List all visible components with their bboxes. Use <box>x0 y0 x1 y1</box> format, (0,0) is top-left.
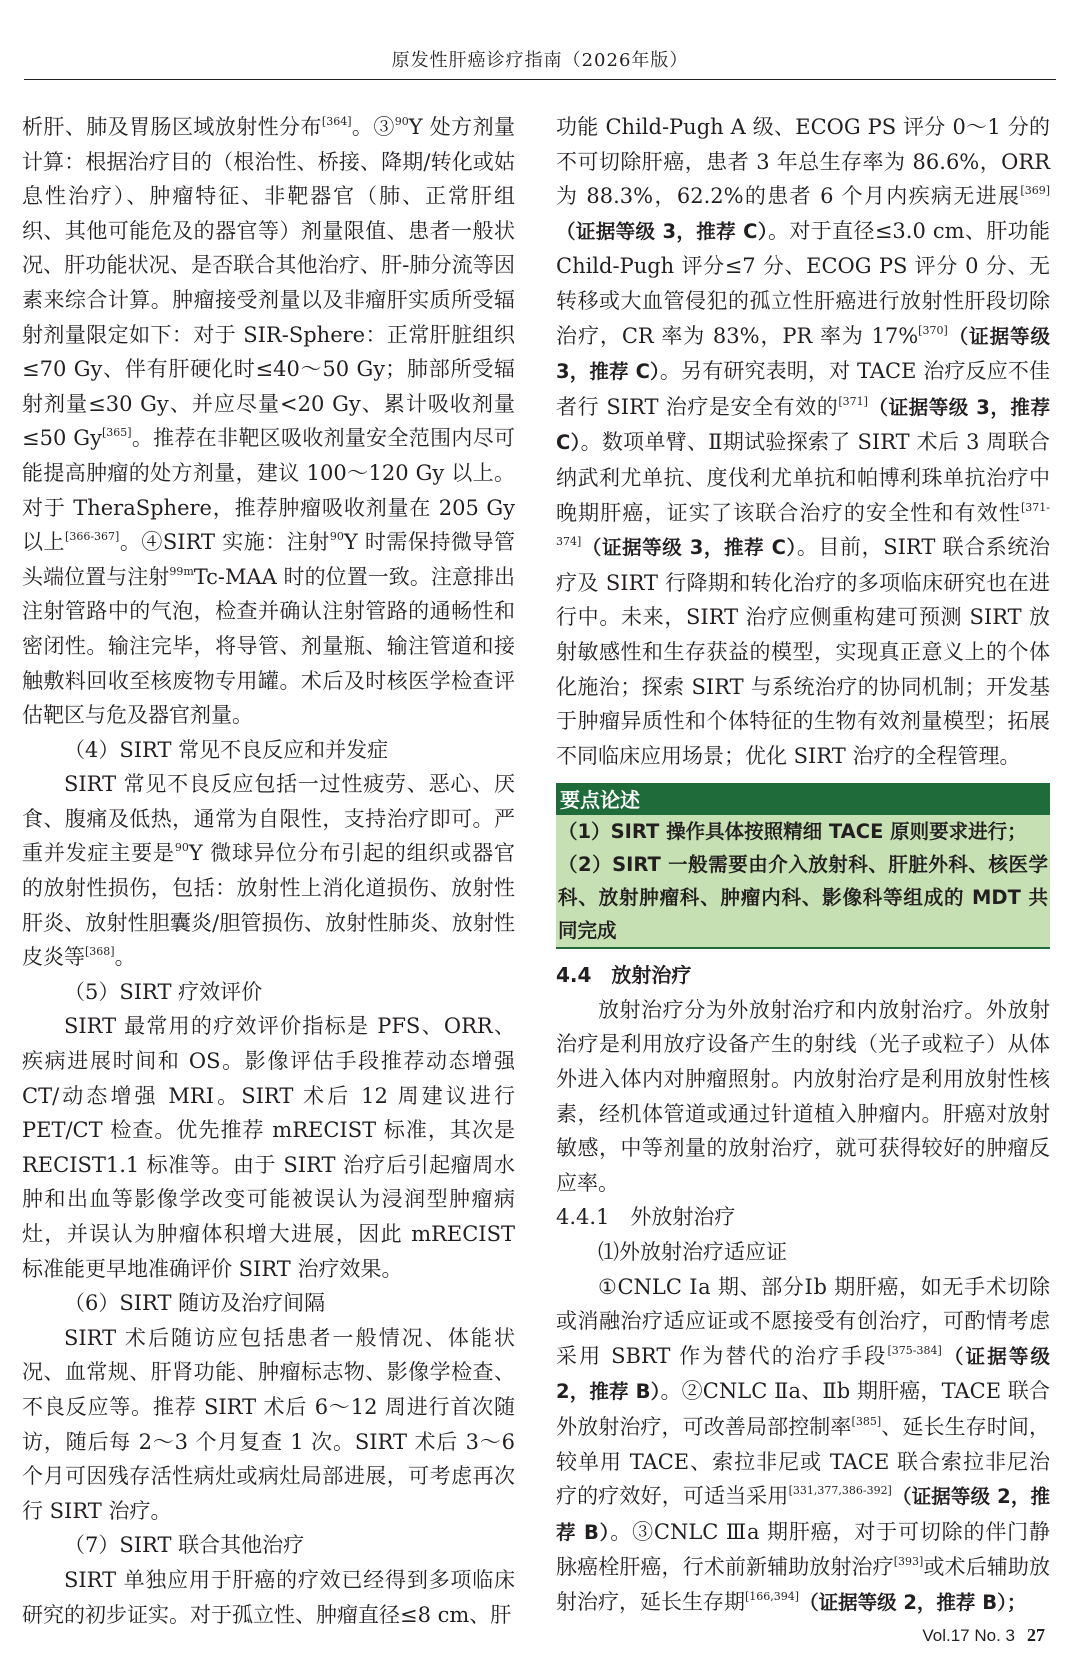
paragraph-followup: SIRT 术后随访应包括患者一般情况、体能状况、血常规、肝肾功能、肿瘤标志物、影像学检查、不良反应等。推荐 SIRT 术后 6～12 周进行首次随访，随后每 2～3 个月复查 1 次。SIRT 术后 3～6 个月可因残存活性病灶或病灶局部进展，可考虑再次行 SIRT 治疗。 <box>22 1325 515 1523</box>
citation-ref: [393] <box>893 1555 924 1569</box>
page-header <box>0 0 1080 82</box>
evidence-level: （证据等级 2，推荐 B） <box>556 1485 1051 1544</box>
text-run: 、延长生存时间，较单用 TACE、索拉非尼或 TACE 联合索拉非尼治疗的疗效好，可适当采用 <box>556 1415 1050 1509</box>
page-number: 27 <box>1027 1625 1045 1645</box>
text-run: 。推荐在非靶区吸收剂量安全范围内尽可能提高肿瘤的处方剂量，建议 100～120 Gy 以上。对于 TheraSphere，推荐肿瘤吸收剂量在 205 Gy 以上 <box>22 426 515 555</box>
subheading-followup: （6）SIRT 随访及治疗间隔 <box>64 1291 326 1316</box>
subheading-indications: ⑴外放射治疗适应证 <box>598 1240 787 1265</box>
text-run: 析肝、肺及胃肠区域放射性分布 <box>22 115 322 139</box>
paragraph-combination-continued <box>556 110 1050 773</box>
journal-volume: Vol.17 No. 3 <box>922 1626 1015 1645</box>
subheading-combination: （7）SIRT 联合其他治疗 <box>64 1533 305 1558</box>
subheading-adverse-reactions: （4）SIRT 常见不良反应和并发症 <box>64 737 389 762</box>
text-run: 。②CNLC Ⅱa、Ⅱb 期肝癌，TACE 联合外放射治疗，可改善局部控制率 <box>556 1379 1050 1439</box>
text-run: Y 处方剂量计算：根据治疗目的（根治性、桥接、降期/转化或姑息性治疗）、肿瘤特征、非靶器官（肺、正常肝组织、其他可能危及的器官等）剂量限值、患者一般状况、肝功能状况、是否联合其他治疗、肝-肺分流等因素来综合计算。肿瘤接受剂量以及非瘤肝实质所受辐射剂量限定如下：对于 SIR-Sphere：正常肝脏组织≤70 Gy、伴有肝硬化时≤40～50 Gy；肺部所受辐射剂量≤30 Gy、并应尽量<20 Gy、累计吸收剂量≤50 Gy <box>22 115 515 451</box>
isotope-superscript: 99m <box>169 564 194 578</box>
citation-ref: [331,377,386-392] <box>788 1484 892 1498</box>
paragraph-radiotherapy: 放射治疗分为外放射治疗和内放射治疗。外放射治疗是利用放疗设备产生的射线（光子或粒子）从体外进入体内对肿瘤照射。内放射治疗是利用放射性核素，经机体管道或通过针道植入肿瘤内。肝癌对放射敏感，中等剂量的放射治疗，就可获得较好的肿瘤反应率。 <box>556 997 1050 1195</box>
isotope-superscript: 90 <box>329 530 344 544</box>
text-run: 。③CNLC Ⅲa 期肝癌，对于可切除的伴门静脉癌栓肝癌，行术前新辅助放射治疗 <box>556 1519 1051 1580</box>
citation-ref: [375-384] <box>887 1343 942 1357</box>
evidence-level: （证据等级 2，推荐 B）； <box>799 1590 1027 1614</box>
paragraph-efficacy: SIRT 最常用的疗效评价指标是 PFS、ORR、疾病进展时间和 OS。影像评估手段推荐动态增强 CT/动态增强 MRI。SIRT 术后 12 周建议进行 PET/CT 检查。优先推荐 mRECIST 标准，其次是 RECIST1.1 标准等。由于 SIRT 治疗后引起瘤周水肿和出血等影像学改变可能被误认为浸润型肿瘤病灶，并误认为肿瘤体积增大进展，因此 mRECIST 标准能更早地准确评价 SIRT 治疗效果。 <box>22 1014 515 1281</box>
key-point-item: （1）SIRT 操作具体按照精细 TACE 原则要求进行； <box>558 820 1027 844</box>
text-run: 。另有研究表明，对 TACE 治疗反应不佳者行 SIRT 治疗是安全有效的 <box>556 359 1050 419</box>
text-run: 或术后辅助放射治疗，延长生存期 <box>556 1555 1050 1614</box>
evidence-level: （证据等级 3，推荐 C） <box>556 324 1050 384</box>
running-title: 原发性肝癌诊疗指南（2026年版） <box>391 50 689 71</box>
text-run: 。数项单臂、Ⅱ期试验探索了 SIRT 术后 3 周联合纳武利尤单抗、度伐利尤单抗和帕博利珠单抗治疗中晚期肝癌，证实了该联合治疗的安全性和有效性 <box>556 430 1050 525</box>
left-column <box>22 110 515 1632</box>
citation-ref: [370] <box>918 323 948 337</box>
paragraph-dose-calculation <box>22 110 515 733</box>
paragraph-adverse-reactions <box>22 767 515 975</box>
text-run: 。 <box>114 945 136 970</box>
section-heading-radiotherapy: 4.4 放射治疗 <box>556 963 692 988</box>
header-divider <box>24 79 1056 80</box>
citation-ref: [371-374] <box>556 500 1050 549</box>
key-point-item: （2）SIRT 一般需要由介入放射科、肝脏外科、核医学科、放射肿瘤科、肿瘤内科、影像科等组成的 MDT 共同完成 <box>558 853 1048 943</box>
citation-ref: [369] <box>1020 184 1050 198</box>
evidence-level: （证据等级 3，推荐 C） <box>581 536 797 560</box>
citation-ref: [364] <box>321 115 352 128</box>
isotope-superscript: 90 <box>174 841 189 855</box>
subsection-heading-external-radiotherapy: 4.4.1 外放射治疗 <box>556 1205 736 1230</box>
paragraph-indications <box>556 1270 1050 1621</box>
text-run: SIRT 常见不良反应包括一过性疲劳、恶心、厌食、腹痛及低热，通常为自限性，支持治疗即可。严重并发症主要是 <box>22 772 515 866</box>
citation-ref: [365] <box>101 426 132 440</box>
text-run: 。对于直径≤3.0 cm、肝功能 Child-Pugh 评分≤7 分、ECOG PS 评分 0 分、无转移或大血管侵犯的孤立性肝癌进行放射性肝段切除治疗，CR 率为 83%，PR 率为 17% <box>556 218 1050 348</box>
text-run: Tc-MAA 时的位置一致。注意排出注射管路中的气泡，检查并确认注射管路的通畅性和密闭性。输注完毕，将导管、剂量瓶、输注管道和接触敷料回收至核废物专用罐。术后及时核医学检查评估靶区与危及器官剂量。 <box>22 564 516 728</box>
text-run: 。目前，SIRT 联合系统治疗及 SIRT 行降期和转化治疗的多项临床研究也在进行中。未来，SIRT 治疗应侧重构建可预测 SIRT 放射敏感性和生存获益的模型，实现真正意义上的个体化施治；探索 SIRT 与系统治疗的协同机制；开发基于肿瘤异质性和个体特征的生物有效剂量模型；拓展不同临床应用场景；优化 SIRT 治疗的全程管理。 <box>556 535 1050 768</box>
text-run: ①CNLC Ⅰa 期、部分Ⅰb 期肝癌，如无手术切除或消融治疗适应证或不愿接受有创治疗，可酌情考虑采用 SBRT 作为替代的治疗手段 <box>556 1274 1050 1368</box>
key-points-title: 要点论述 <box>556 785 1050 815</box>
subheading-efficacy: （5）SIRT 疗效评价 <box>64 979 263 1004</box>
page-footer <box>922 1625 1045 1646</box>
citation-ref: [368] <box>85 945 115 959</box>
text-run: 。④SIRT 实施：注射 <box>119 530 330 555</box>
text-run: Y 时需保持微导管头端位置与注射 <box>22 530 515 589</box>
evidence-level: （证据等级 2，推荐 B） <box>556 1344 1050 1404</box>
citation-ref: [371] <box>838 394 868 408</box>
citation-ref: [366-367] <box>65 530 120 544</box>
citation-ref: [166,394] <box>745 1589 800 1603</box>
text-run: 功能 Child-Pugh A 级、ECOG PS 评分 0～1 分的不可切除肝癌，患者 3 年总生存率为 86.6%，ORR 为 88.3%，62.2%的患者 6 个月内疾病无进展 <box>556 115 1050 209</box>
text-run: Y 微球异位分布引起的组织或器官的放射性损伤，包括：放射性上消化道损伤、放射性肝炎、放射性胆囊炎/胆管损伤、放射性肺炎、放射性皮炎等 <box>22 841 516 970</box>
isotope-superscript: 90 <box>394 115 409 128</box>
evidence-level: （证据等级 3，推荐 C） <box>556 395 1051 455</box>
evidence-level: （证据等级 3，推荐 C） <box>556 219 768 243</box>
right-column <box>556 110 1050 1621</box>
key-points-box <box>556 783 1050 949</box>
citation-ref: [385] <box>851 1415 882 1428</box>
paragraph-combination: SIRT 单独应用于肝癌的疗效已经得到多项临床研究的初步证实。对于孤立性、肿瘤直径≤8 cm、肝 <box>22 1567 515 1627</box>
text-run: 。③ <box>351 115 395 139</box>
